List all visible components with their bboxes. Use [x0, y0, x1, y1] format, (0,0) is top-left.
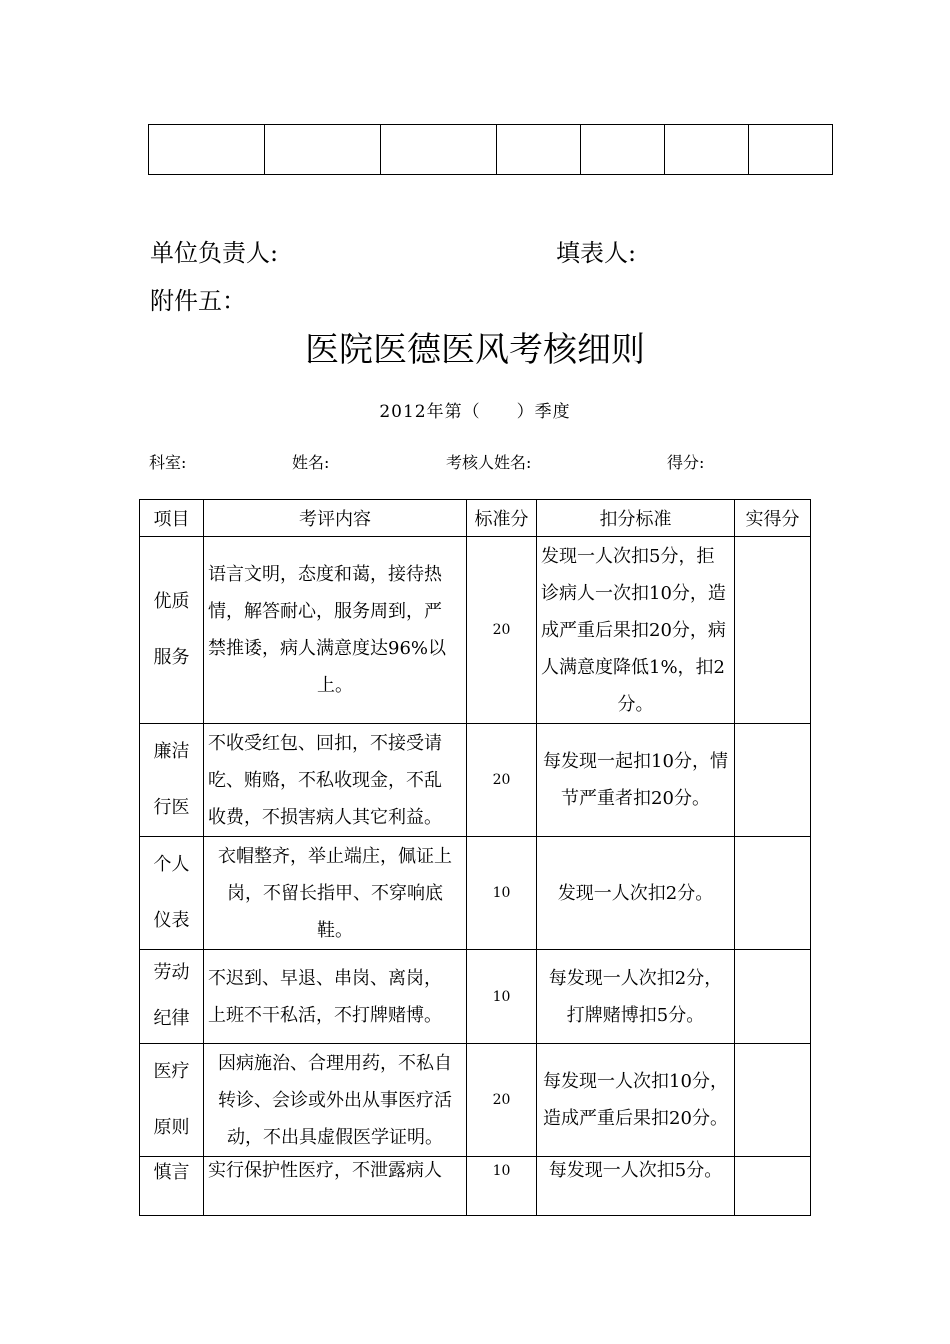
deduction-line: 诊病人一次扣10分，造: [541, 582, 726, 604]
standard-score-cell: 20: [467, 724, 537, 837]
deduction-line: 人满意度降低1%，扣2: [541, 656, 726, 678]
deduction-cell: [537, 1157, 735, 1216]
content-line: 转诊、会诊或外出从事医疗活: [218, 1089, 452, 1111]
table-row: [140, 950, 811, 1044]
content-cell: [204, 1157, 467, 1216]
actual-score-cell: [735, 1044, 811, 1157]
table-row: [140, 837, 811, 950]
deduction-line: 每发现一起扣10分，情: [543, 751, 728, 772]
top-empty-row: [149, 125, 833, 175]
table-row: [140, 537, 811, 724]
header-deduction: 扣分标准: [537, 500, 735, 537]
deduction-line: 打牌赌博扣5分。: [566, 1004, 705, 1026]
standard-score-cell: 10: [467, 1157, 537, 1216]
deduction-line: 造成严重后果扣20分。: [543, 1108, 728, 1129]
standard-score-cell: 20: [467, 537, 537, 724]
content-line: 上班不干私活，不打牌赌博。: [208, 1004, 442, 1026]
table-row: [140, 724, 811, 837]
content-cell: [204, 724, 467, 837]
item-cell: [140, 950, 204, 1044]
content-cell: [204, 1044, 467, 1157]
item-line: 慎言: [153, 1162, 190, 1183]
deduction-line: 节严重者扣20分。: [561, 788, 710, 809]
header-content: 考评内容: [204, 500, 467, 537]
header-row: [140, 500, 811, 537]
department-label: 科室:: [149, 453, 187, 472]
item-cell: [140, 724, 204, 837]
content-line: 收费，不损害病人其它利益。: [208, 806, 442, 828]
content-cell: [204, 537, 467, 724]
empty-cell: [497, 125, 581, 175]
item-line: 个人: [153, 854, 190, 875]
header-item: 项目: [140, 500, 204, 537]
deduction-line: 每发现一人次扣10分，: [543, 1071, 728, 1092]
actual-score-cell: [735, 724, 811, 837]
item-line: 劳动: [153, 962, 190, 983]
deduction-cell: [537, 537, 735, 724]
content-line: 禁推诿，病人满意度达96%以: [208, 638, 447, 659]
actual-score-cell: [735, 537, 811, 724]
content-line: 情，解答耐心，服务周到，严: [208, 601, 442, 622]
deduction-line: 发现一人次扣2分。: [557, 882, 714, 904]
item-cell: [140, 537, 204, 724]
deduction-line: 发现一人次扣5分，拒: [541, 545, 715, 567]
content-line: 因病施治、合理用药，不私自: [218, 1052, 452, 1074]
deduction-line: 成严重后果扣20分，病: [541, 619, 726, 641]
empty-cell: [149, 125, 265, 175]
content-line: 不迟到、早退、串岗、离岗，: [208, 967, 442, 989]
filler-label: 填表人:: [556, 239, 637, 267]
deduction-cell: [537, 950, 735, 1044]
standard-score-cell: 10: [467, 837, 537, 950]
deduction-line: 分。: [617, 693, 654, 715]
content-line: 吃、贿赂，不私收现金，不乱: [208, 769, 442, 791]
empty-cell: [265, 125, 381, 175]
assessor-label: 考核人姓名:: [446, 453, 532, 472]
item-cell: [140, 837, 204, 950]
empty-cell: [665, 125, 749, 175]
item-line: 医疗: [153, 1061, 190, 1082]
document-title: 医院医德医风考核细则: [305, 330, 645, 370]
deduction-cell: [537, 1044, 735, 1157]
content-line: 实行保护性医疗，不泄露病人: [208, 1160, 442, 1181]
empty-cell: [381, 125, 497, 175]
table-row: [140, 1157, 811, 1216]
item-line: 行医: [153, 797, 190, 818]
table-row: [140, 1044, 811, 1157]
deduction-cell: [537, 724, 735, 837]
standard-score-cell: 20: [467, 1044, 537, 1157]
content-line: 岗，不留长指甲、不穿响底: [227, 882, 443, 904]
item-line: 纪律: [153, 1008, 190, 1029]
item-line: 廉洁: [153, 741, 190, 762]
standard-score-cell: 10: [467, 950, 537, 1044]
content-line: 语言文明，态度和蔼，接待热: [208, 564, 442, 585]
actual-score-cell: [735, 1157, 811, 1216]
deduction-line: 每发现一人次扣5分。: [548, 1160, 723, 1181]
content-cell: [204, 950, 467, 1044]
content-line: 上。: [317, 675, 353, 696]
item-cell: [140, 1157, 204, 1216]
unit-head-label: 单位负责人:: [150, 239, 279, 267]
assessment-table: [139, 499, 811, 1216]
score-label: 得分:: [667, 453, 705, 472]
item-line: 仪表: [153, 910, 190, 931]
top-empty-table: [148, 124, 833, 175]
empty-cell: [581, 125, 665, 175]
item-line: 优质: [153, 591, 190, 612]
content-line: 衣帽整齐，举止端庄，佩证上: [218, 845, 452, 867]
content-line: 鞋。: [317, 919, 353, 941]
content-cell: [204, 837, 467, 950]
item-line: 服务: [153, 647, 190, 668]
content-line: 不收受红包、回扣，不接受请: [208, 732, 442, 754]
item-line: 原则: [153, 1117, 190, 1138]
deduction-line: 每发现一人次扣2分，: [548, 967, 723, 989]
attachment-label: 附件五：: [150, 287, 246, 315]
header-actual-score: 实得分: [735, 500, 811, 537]
actual-score-cell: [735, 950, 811, 1044]
item-cell: [140, 1044, 204, 1157]
empty-cell: [749, 125, 833, 175]
deduction-cell: [537, 837, 735, 950]
name-label: 姓名:: [292, 453, 330, 472]
header-standard-score: 标准分: [467, 500, 537, 537]
actual-score-cell: [735, 837, 811, 950]
content-line: 动，不出具虚假医学证明。: [227, 1126, 443, 1148]
quarter-line: 2012年第（ ）季度: [379, 402, 571, 422]
